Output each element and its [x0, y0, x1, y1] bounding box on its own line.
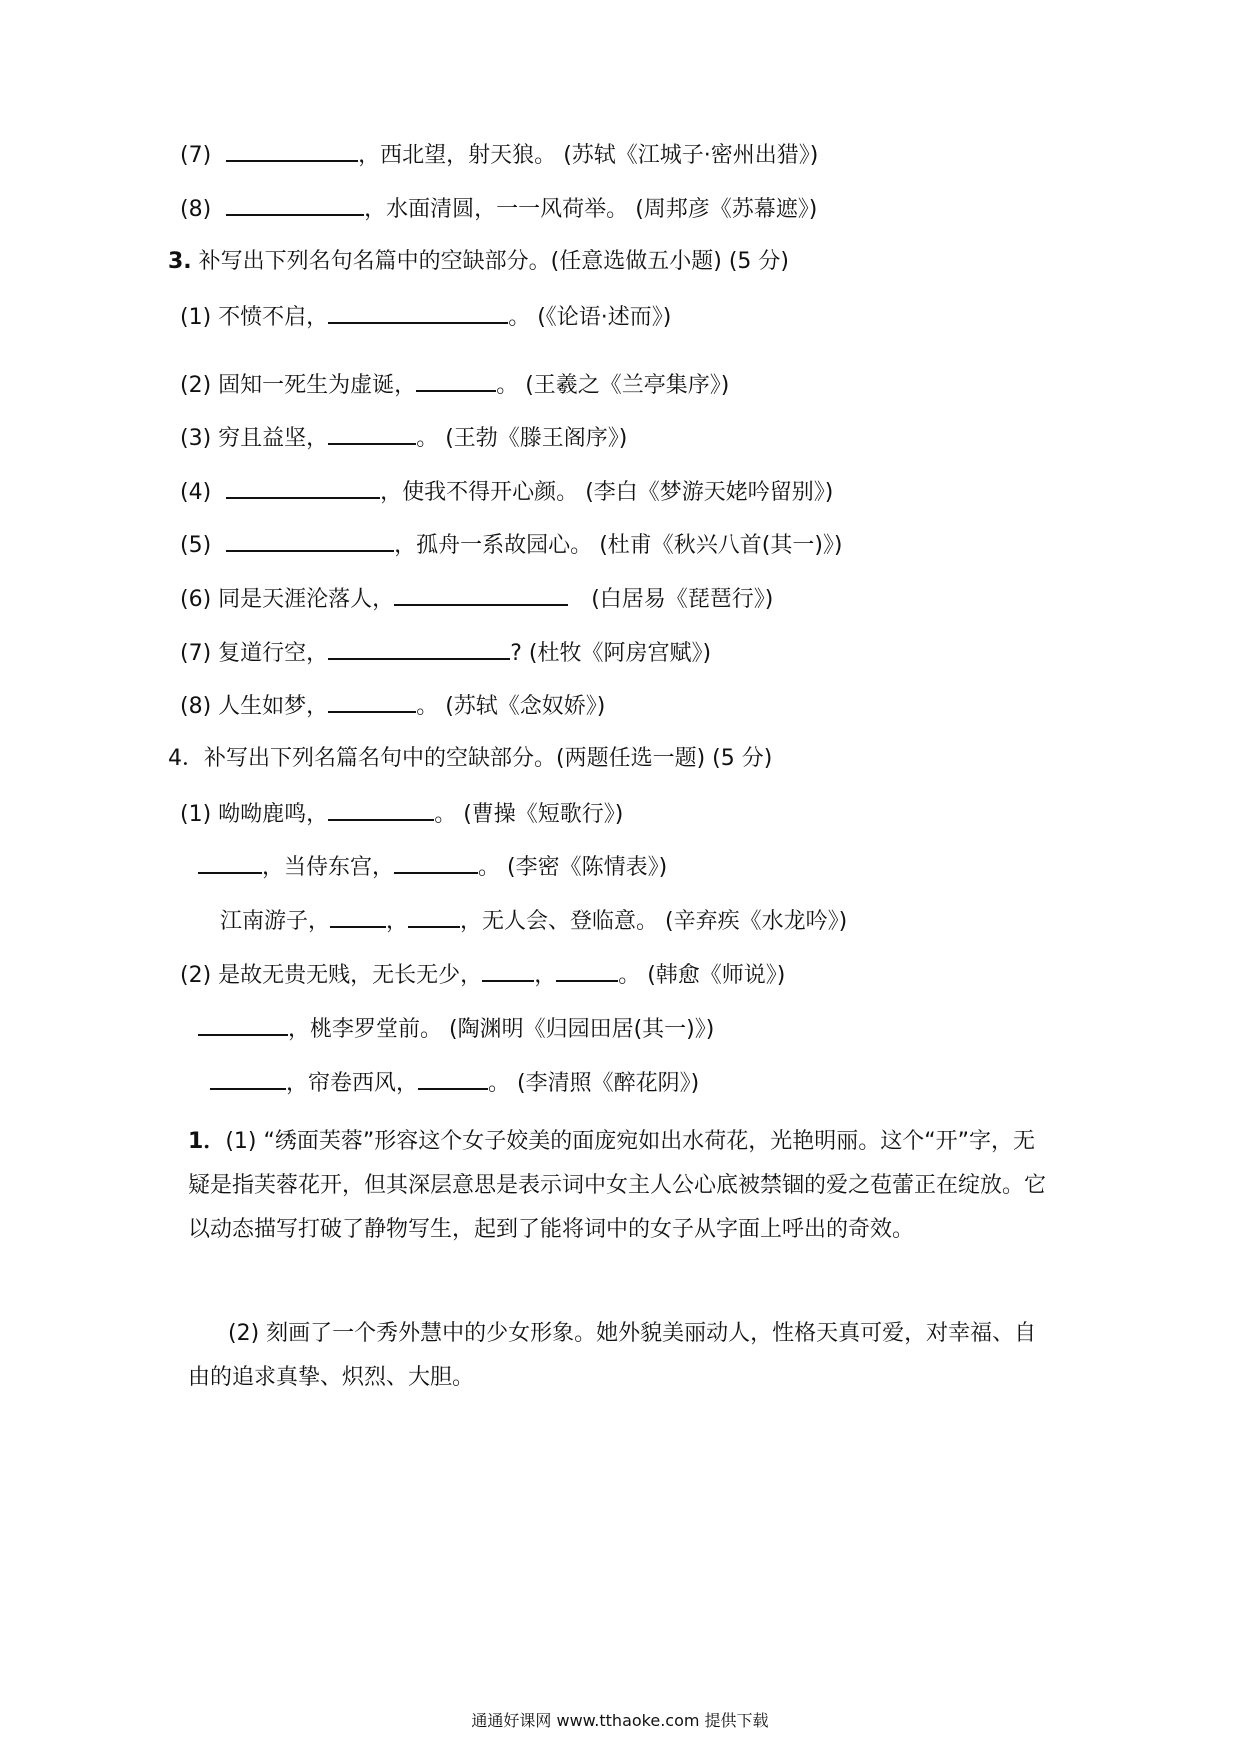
q4-group1-line2: ，当侍东宫， 。 (李密《陈情表》): [198, 852, 667, 882]
answer-blank[interactable]: [330, 906, 386, 928]
q3-item-6: (6) 同是天涯沦落人， (白居易《琵琶行》): [180, 584, 773, 614]
answer-blank[interactable]: [198, 1014, 288, 1036]
answer-blank[interactable]: [328, 638, 510, 660]
q4-group2-line1: (2) 是故无贵无贱，无长无少， ， 。 (韩愈《师说》): [180, 960, 785, 990]
answer-blank[interactable]: [394, 584, 568, 606]
answer-blank[interactable]: [482, 960, 534, 982]
page-footer: 通通好课网 www.tthaoke.com 提供下载: [471, 1711, 769, 1730]
q3-item-2: (2) 固知一死生为虚诞， 。 (王羲之《兰亭集序》): [180, 370, 729, 400]
q2-item-7: (7) ，西北望，射天狼。 (苏轼《江城子·密州出猎》): [180, 140, 818, 170]
q4-group2-line3: ，帘卷西风， 。 (李清照《醉花阴》): [210, 1068, 699, 1098]
q2-item-8: (8) ，水面清圆，一一风荷举。 (周邦彦《苏幕遮》): [180, 194, 817, 224]
q3-item-4: (4) ，使我不得开心颜。 (李白《梦游天姥吟留别》): [180, 477, 833, 507]
q3-item-7: (7) 复道行空， ? (杜牧《阿房宫赋》): [180, 638, 711, 668]
answer-blank[interactable]: [418, 1068, 488, 1090]
answer-blank[interactable]: [328, 423, 416, 445]
q4-title: 4．补写出下列名篇名句中的空缺部分。(两题任选一题) (5 分): [168, 746, 773, 771]
answer-blank[interactable]: [226, 477, 380, 499]
answer-blank[interactable]: [328, 302, 508, 324]
q3-item-3: (3) 穷且益坚， 。 (王勃《滕王阁序》): [180, 423, 627, 453]
q4-group2-line2: ，桃李罗堂前。 (陶渊明《归园田居(其一)》): [198, 1014, 714, 1044]
answer-blank[interactable]: [416, 370, 496, 392]
answer-blank[interactable]: [226, 194, 364, 216]
answer-blank[interactable]: [226, 530, 394, 552]
q3-item-5: (5) ，孤舟一系故园心。 (杜甫《秋兴八首(其一)》): [180, 530, 843, 560]
answer-paragraph-2: (2) 刻画了一个秀外慧中的少女形象。她外貌美丽动人，性格天真可爱，对幸福、自由的追求真挚、炽烈、大胆。: [188, 1321, 1037, 1390]
answer-blank[interactable]: [198, 852, 262, 874]
answer-blank[interactable]: [226, 140, 358, 162]
answer-blank[interactable]: [394, 852, 478, 874]
q3-title: 3. 补写出下列名句名篇中的空缺部分。(任意选做五小题) (5 分): [168, 249, 789, 274]
answer-blank[interactable]: [328, 799, 434, 821]
answer-blank[interactable]: [210, 1068, 286, 1090]
answer-blank[interactable]: [556, 960, 618, 982]
q4-group1-line3: 江南游子， ， ，无人会、登临意。 (辛弃疾《水龙吟》): [220, 906, 847, 936]
answer-blank[interactable]: [328, 691, 416, 713]
answer-paragraph-1: 1．(1) “绣面芙蓉”形容这个女子姣美的面庞宛如出水荷花，光艳明丽。这个“开”字，无疑是指芙蓉花开，但其深层意思是表示词中女主人公心底被禁锢的爱之苞蕾正在绽放。它以动态描写打破了静物写生，起到了能将词中的女子从字面上呼出的奇效。: [188, 1129, 1047, 1242]
answer-blank[interactable]: [408, 906, 460, 928]
q4-group1-line1: (1) 呦呦鹿鸣， 。 (曹操《短歌行》): [180, 799, 623, 829]
q3-item-1: (1) 不愤不启， 。 (《论语·述而》): [180, 302, 671, 332]
q3-item-8: (8) 人生如梦， 。 (苏轼《念奴娇》): [180, 691, 605, 721]
